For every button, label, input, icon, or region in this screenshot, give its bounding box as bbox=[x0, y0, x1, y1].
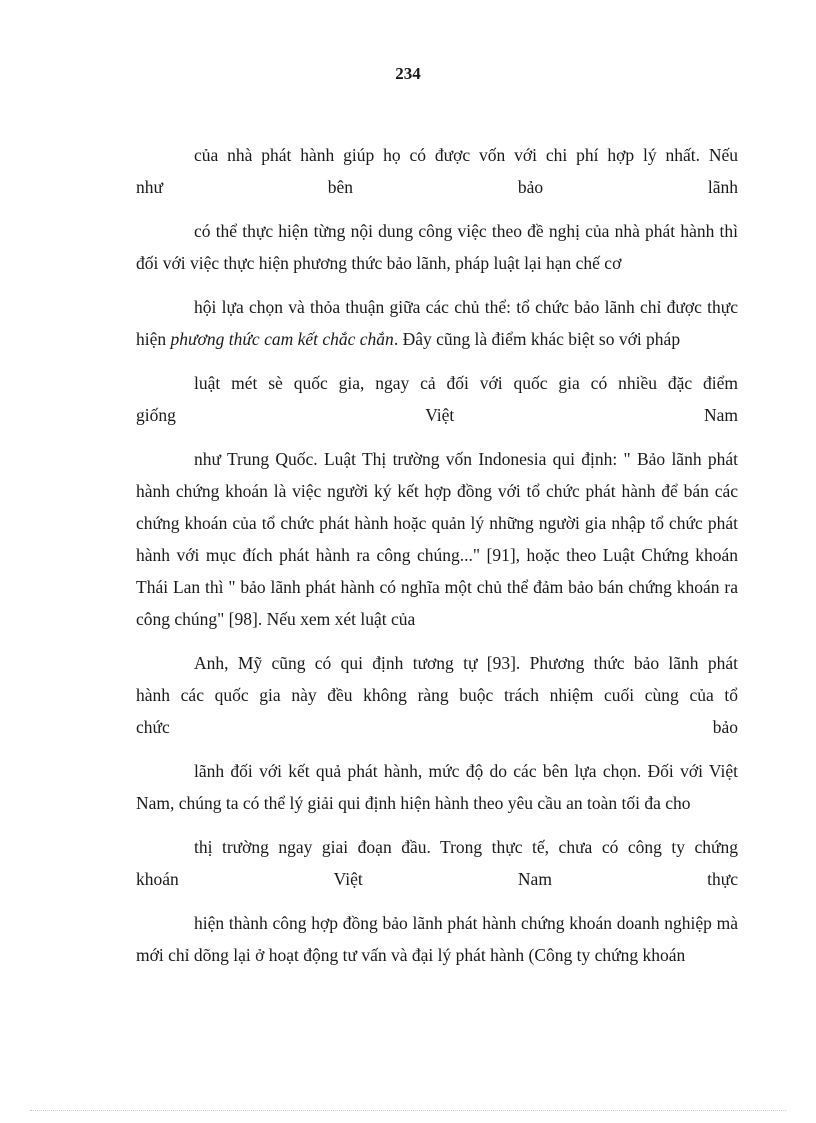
paragraph bbox=[136, 215, 738, 279]
text-line: có thể thực hiện từng nội dung công việc theo đề nghị của nhà phát bbox=[194, 221, 676, 241]
text-line: khoán Việt Nam thực bbox=[136, 869, 738, 889]
text-line: của nhà phát hành giúp họ có được vốn với chi phí hợp lý nhất. Nếu bbox=[194, 145, 738, 165]
body-text bbox=[136, 139, 738, 975]
paragraph bbox=[136, 831, 738, 895]
footer-divider bbox=[30, 1110, 786, 1111]
text-line: giống Việt Nam bbox=[136, 405, 738, 425]
paragraph: lãnh đối với kết quả phát hành, mức độ do các bên lựa chọn. Đối với Việt Nam, chúng ta có thể lý giải qui định hiện hành theo yêu cầu an toàn tối đa cho bbox=[136, 761, 738, 813]
paragraph bbox=[136, 647, 738, 743]
text-line: Anh, Mỹ cũng có qui định tương tự [93]. Phương thức bảo lãnh phát bbox=[194, 653, 738, 673]
text-run: . Đây cũng là điểm khác biệt so với pháp bbox=[393, 329, 681, 349]
page-number: 234 bbox=[395, 64, 421, 83]
text-run: hội lựa chọn và thỏa thuận giữa các chủ thể: tổ chức bảo lãnh chỉ được thực hiện bbox=[136, 297, 738, 349]
text-line: hành thì đối với việc thực hiện phương thức bảo lãnh, pháp luật lại hạn chế cơ bbox=[136, 221, 738, 273]
text-line: chức bảo bbox=[136, 717, 738, 737]
italic-phrase: phương thức cam kết chắc chắn bbox=[170, 329, 394, 349]
text-line: hành các quốc gia này đều không ràng buộc trách nhiệm cuối cùng của tổ bbox=[136, 685, 738, 705]
text-line: như bên bảo lãnh bbox=[136, 177, 738, 197]
paragraph bbox=[136, 291, 738, 355]
paragraph bbox=[136, 139, 738, 203]
paragraph: hiện thành công hợp đồng bảo lãnh phát hành chứng khoán doanh nghiệp mà mới chỉ dõng lại ở hoạt động tư vấn và đại lý phát hành (Công ty chứng khoán bbox=[136, 913, 738, 965]
text-line: luật mét sè quốc gia, ngay cả đối với quốc gia có nhiều đặc điểm bbox=[194, 373, 738, 393]
paragraph: như Trung Quốc. Luật Thị trường vốn Indonesia qui định: " Bảo lãnh phát hành chứng khoán là việc người ký kết hợp đồng với tổ chức phát hành để bán các chứng khoán của tổ chức phát hành hoặc quản lý những người gia nhập tổ chức phát hành với mục đích phát hành ra công chúng..." [91], hoặc theo Luật Chứng khoán Thái Lan thì " bảo lãnh phát hành có nghĩa một chủ thể đảm bảo bán chứng khoán ra công chúng" [98]. Nếu xem xét luật của bbox=[136, 449, 738, 629]
text-line: thị trường ngay giai đoạn đầu. Trong thực tế, chưa có công ty chứng bbox=[194, 837, 738, 857]
paragraph bbox=[136, 367, 738, 431]
